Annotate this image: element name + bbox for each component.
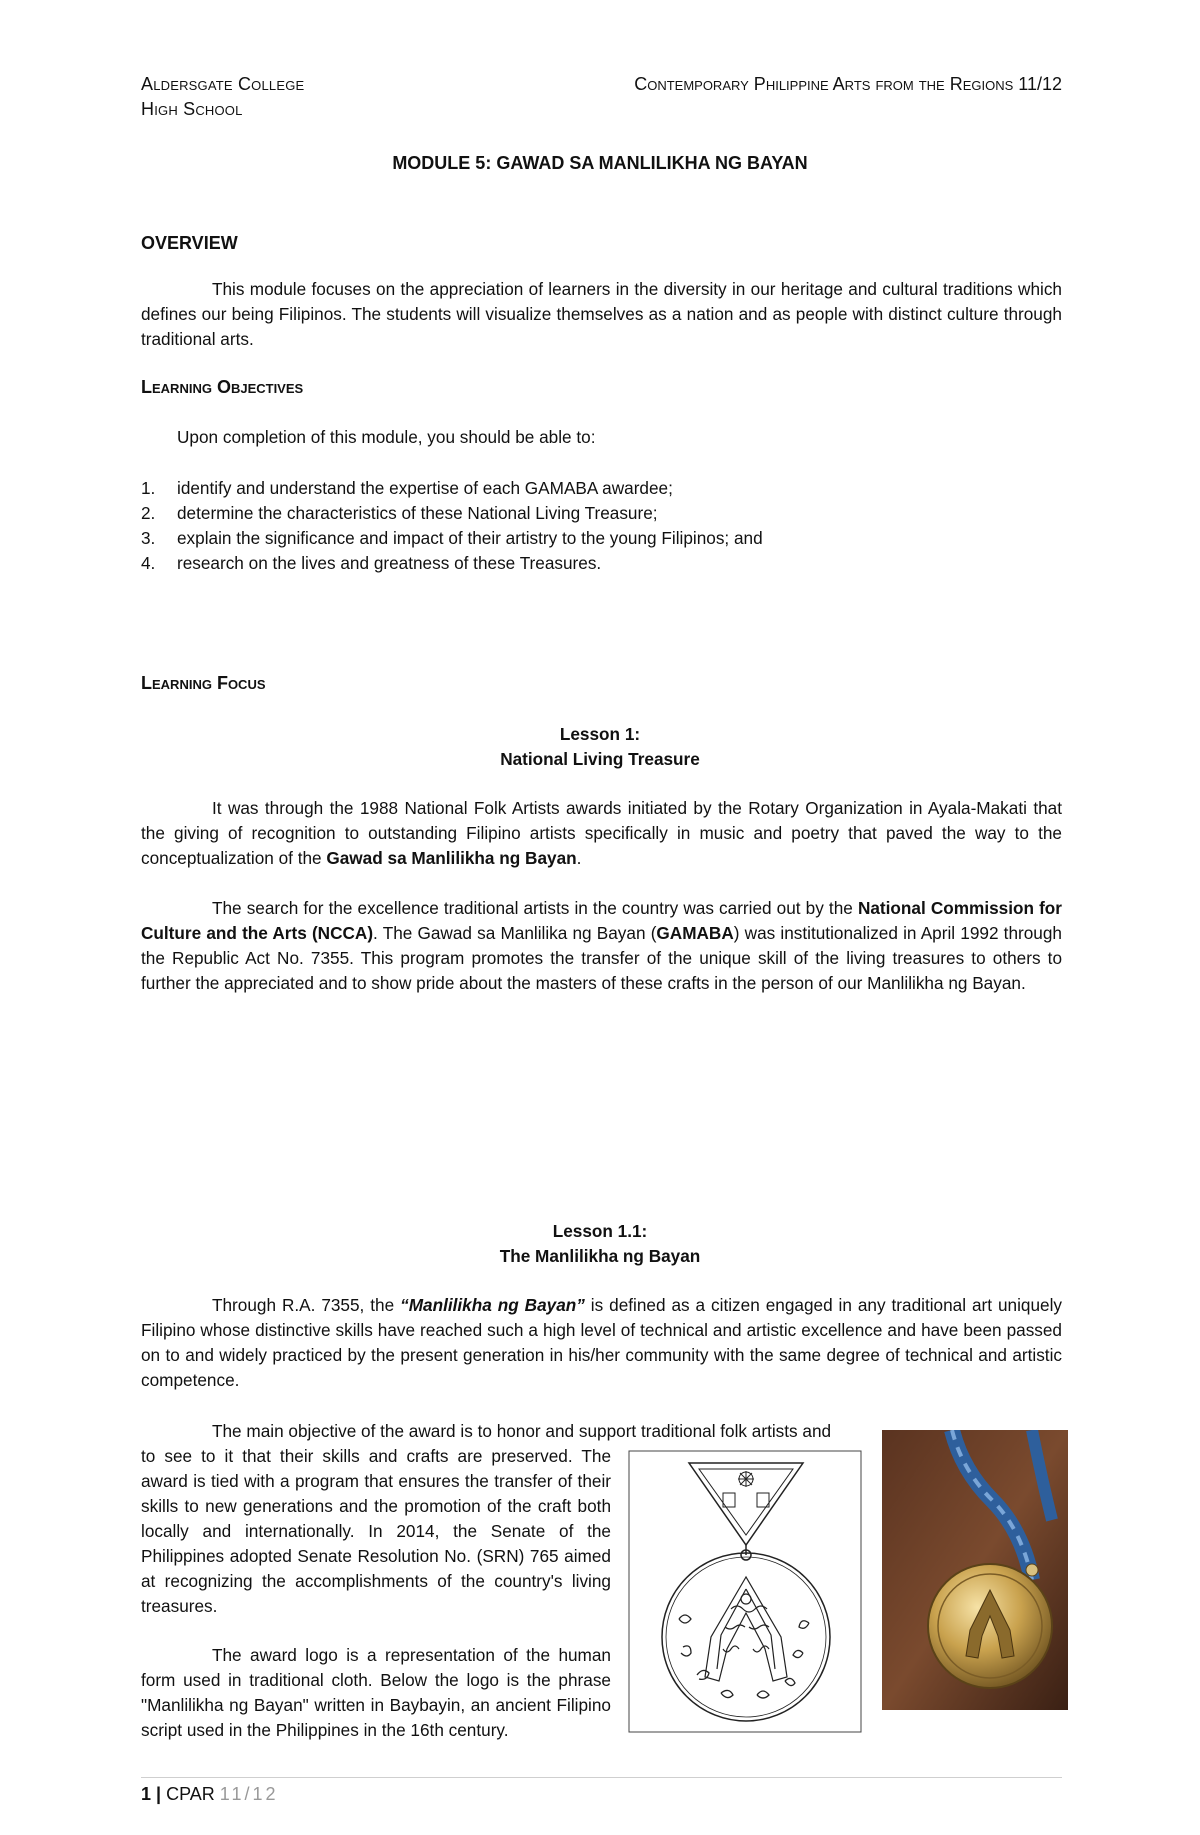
baybayin-script bbox=[679, 1615, 809, 1698]
lesson-title: National Living Treasure bbox=[500, 749, 700, 769]
module-title: MODULE 5: GAWAD SA MANLILIKHA NG BAYAN bbox=[392, 153, 808, 173]
footer-divider bbox=[141, 1777, 1062, 1778]
list-item: 4. research on the lives and greatness of these Treasures. bbox=[141, 553, 602, 573]
medal-ribbon-triangle bbox=[689, 1463, 803, 1545]
lesson-1-paragraph-2: The search for the excellence traditional artists in the country was carried out by the National Commission for Culture and the Arts (NCCA). The Gawad sa Manlilika ng Bayan (GAMABA) was institutionalized in April 1992 through the Republic Act No. 7355. This program promotes the transfer of the unique skill of the living treasures to others to further the appreciated and to show pride about the masters of these crafts in the person of our Manlilikha ng Bayan. bbox=[141, 898, 1062, 993]
gold-medal bbox=[928, 1564, 1052, 1688]
list-item: 3. explain the significance and impact of their artistry to the young Filipinos; and bbox=[141, 528, 763, 548]
gamaba-medal-photo bbox=[882, 1430, 1068, 1710]
school-division: High School bbox=[141, 99, 243, 119]
objectives-list bbox=[141, 476, 763, 576]
human-form-logo bbox=[705, 1577, 787, 1681]
school-name: Aldersgate College bbox=[141, 74, 305, 94]
lesson-1-1-paragraph-3: The award logo is a representation of the human form used in traditional cloth. Below the logo is the phrase "Manlilikha ng Bayan" written in Baybayin, an ancient Filipino script used in the Philippines in the 16th century. bbox=[141, 1645, 611, 1740]
grade-level: 11/12 bbox=[219, 1784, 279, 1804]
lesson-title: The Manlilikha ng Bayan bbox=[499, 1246, 701, 1266]
lesson-1-1-heading bbox=[0, 1219, 1200, 1269]
school-header bbox=[141, 72, 304, 122]
course-code: CPAR bbox=[166, 1784, 215, 1804]
lesson-number: Lesson 1.1: bbox=[552, 1221, 648, 1241]
objectives-intro: Upon completion of this module, you should be able to: bbox=[177, 427, 596, 447]
page-footer bbox=[141, 1784, 279, 1805]
lesson-1-heading bbox=[0, 722, 1200, 772]
lesson-number: Lesson 1: bbox=[559, 724, 641, 744]
course-header: Contemporary Philippine Arts from the Regions 11/12 bbox=[634, 74, 1062, 94]
learning-focus-heading: Learning Focus bbox=[141, 673, 266, 693]
lesson-1-1-paragraph-1: Through R.A. 7355, the “Manlilikha ng Bayan” is defined as a citizen engaged in any traditional art uniquely Filipino whose distinctive skills have reached such a high level of technical and artistic excellence and have been passed on to and widely practiced by the present generation in his/her community with the same degree of technical and artistic competence. bbox=[141, 1295, 1063, 1390]
list-item: 2. determine the characteristics of these National Living Treasure; bbox=[141, 503, 658, 523]
lesson-1-paragraph-1: It was through the 1988 National Folk Artists awards initiated by the Rotary Organization in Ayala-Makati that the giving of recognition to outstanding Filipino artists specifically in music and poetry that paved the way to the conceptualization of the Gawad sa Manlilikha ng Bayan. bbox=[141, 798, 1062, 868]
objectives-heading: Learning Objectives bbox=[141, 377, 304, 397]
overview-paragraph: This module focuses on the appreciation of learners in the diversity in our heritage and cultural traditions which defines our being Filipinos. The students will visualize themselves as a nation and as people with distinct culture through traditional arts. bbox=[141, 279, 1062, 349]
gamaba-medal-drawing bbox=[627, 1449, 863, 1734]
lesson-1-1-paragraph-2: to see to it that their skills and crafts are preserved. The award is tied with a program that ensures the transfer of their skills to new generations and the promotion of the craft both locally and internationally. In 2014, the Senate of the Philippines adopted Senate Resolution No. (SRN) 765 aimed at recognizing the accomplishments of the country's living treasures. bbox=[141, 1446, 611, 1616]
page-number: 1 | bbox=[141, 1784, 162, 1804]
lesson-1-1-paragraph-2-first-line: The main objective of the award is to honor and support traditional folk artists and bbox=[212, 1421, 832, 1441]
list-item: 1. identify and understand the expertise of each GAMABA awardee; bbox=[141, 478, 673, 498]
medal-disc bbox=[662, 1553, 830, 1721]
overview-heading: OVERVIEW bbox=[141, 233, 238, 253]
